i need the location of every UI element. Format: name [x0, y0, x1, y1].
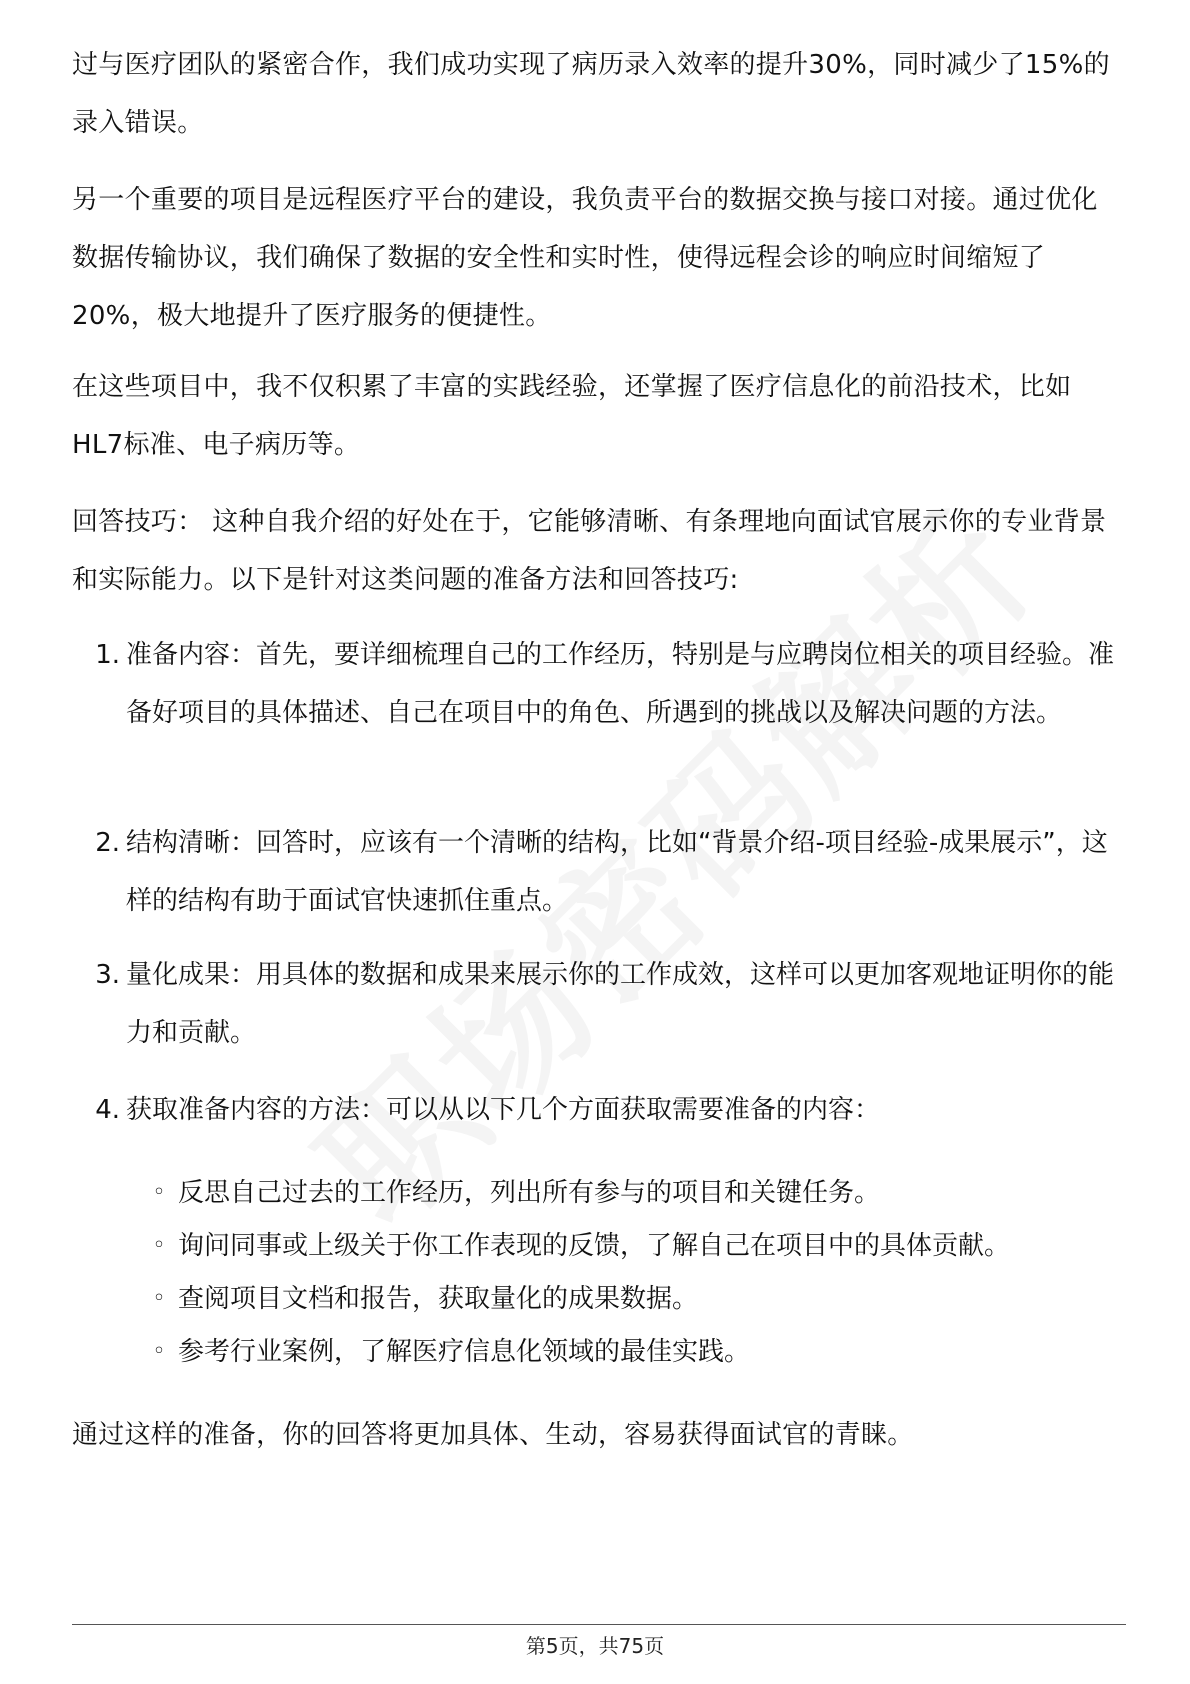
bullet-item — [148, 1217, 1108, 1275]
bullet-text: 询问同事或上级关于你工作表现的反馈，了解自己在项目中的具体贡献。 — [178, 1231, 1011, 1261]
list-item — [72, 946, 1122, 1062]
list-item-number: 2. — [95, 828, 120, 858]
bullet-item — [148, 1164, 1108, 1222]
bullet-item — [148, 1270, 1108, 1328]
hollow-bullet-icon: ◦ — [152, 1233, 166, 1258]
list-item-text: 获取准备内容的方法：可以从以下几个方面获取需要准备的内容： — [126, 1095, 881, 1125]
paragraph-continuation: 过与医疗团队的紧密合作，我们成功实现了病历录入效率的提升30%，同时减少了15%的录入错误。 — [72, 50, 1110, 138]
list-item-text: 结构清晰：回答时，应该有一个清晰的结构，比如“背景介绍-项目经验-成果展示”，这样的结构有助于面试官快速抓住重点。 — [126, 828, 1108, 916]
list-item-text: 准备内容：首先，要详细梳理自己的工作经历，特别是与应聘岗位相关的项目经验。准备好项目的具体描述、自己在项目中的角色、所遇到的挑战以及解决问题的方法。 — [126, 640, 1115, 728]
list-item-number: 4. — [95, 1095, 120, 1125]
bullet-text: 反思自己过去的工作经历，列出所有参与的项目和关键任务。 — [178, 1178, 881, 1208]
paragraph-answer-tips: 回答技巧： 这种自我介绍的好处在于，它能够清晰、有条理地向面试官展示你的专业背景和实际能力。以下是针对这类问题的准备方法和回答技巧: — [72, 507, 1107, 595]
list-item — [72, 814, 1122, 930]
list-item-number: 3. — [95, 960, 120, 990]
list-item — [72, 626, 1122, 742]
footer-divider — [72, 1624, 1126, 1625]
paragraph-closing: 通过这样的准备，你的回答将更加具体、生动，容易获得面试官的青睐。 — [72, 1420, 914, 1450]
bullet-text: 参考行业案例，了解医疗信息化领域的最佳实践。 — [178, 1337, 751, 1367]
paragraph-remote-platform: 另一个重要的项目是远程医疗平台的建设，我负责平台的数据交换与接口对接。通过优化数据传输协议，我们确保了数据的安全性和实时性，使得远程会诊的响应时间缩短了20%，极大地提升了医疗服务的便捷性。 — [72, 185, 1098, 331]
hollow-bullet-icon: ◦ — [152, 1286, 166, 1311]
hollow-bullet-icon: ◦ — [152, 1339, 166, 1364]
hollow-bullet-icon: ◦ — [152, 1180, 166, 1205]
bullet-item — [148, 1323, 1108, 1381]
paragraph-experience: 在这些项目中，我不仅积累了丰富的实践经验，还掌握了医疗信息化的前沿技术，比如HL7标准、电子病历等。 — [72, 372, 1072, 460]
list-item — [72, 1081, 1122, 1139]
list-item-number: 1. — [95, 640, 120, 670]
list-item-text: 量化成果：用具体的数据和成果来展示你的工作成效，这样可以更加客观地证明你的能力和贡献。 — [126, 960, 1115, 1048]
bullet-text: 查阅项目文档和报告，获取量化的成果数据。 — [178, 1284, 699, 1314]
page-number: 第5页，共75页 — [525, 1634, 665, 1658]
